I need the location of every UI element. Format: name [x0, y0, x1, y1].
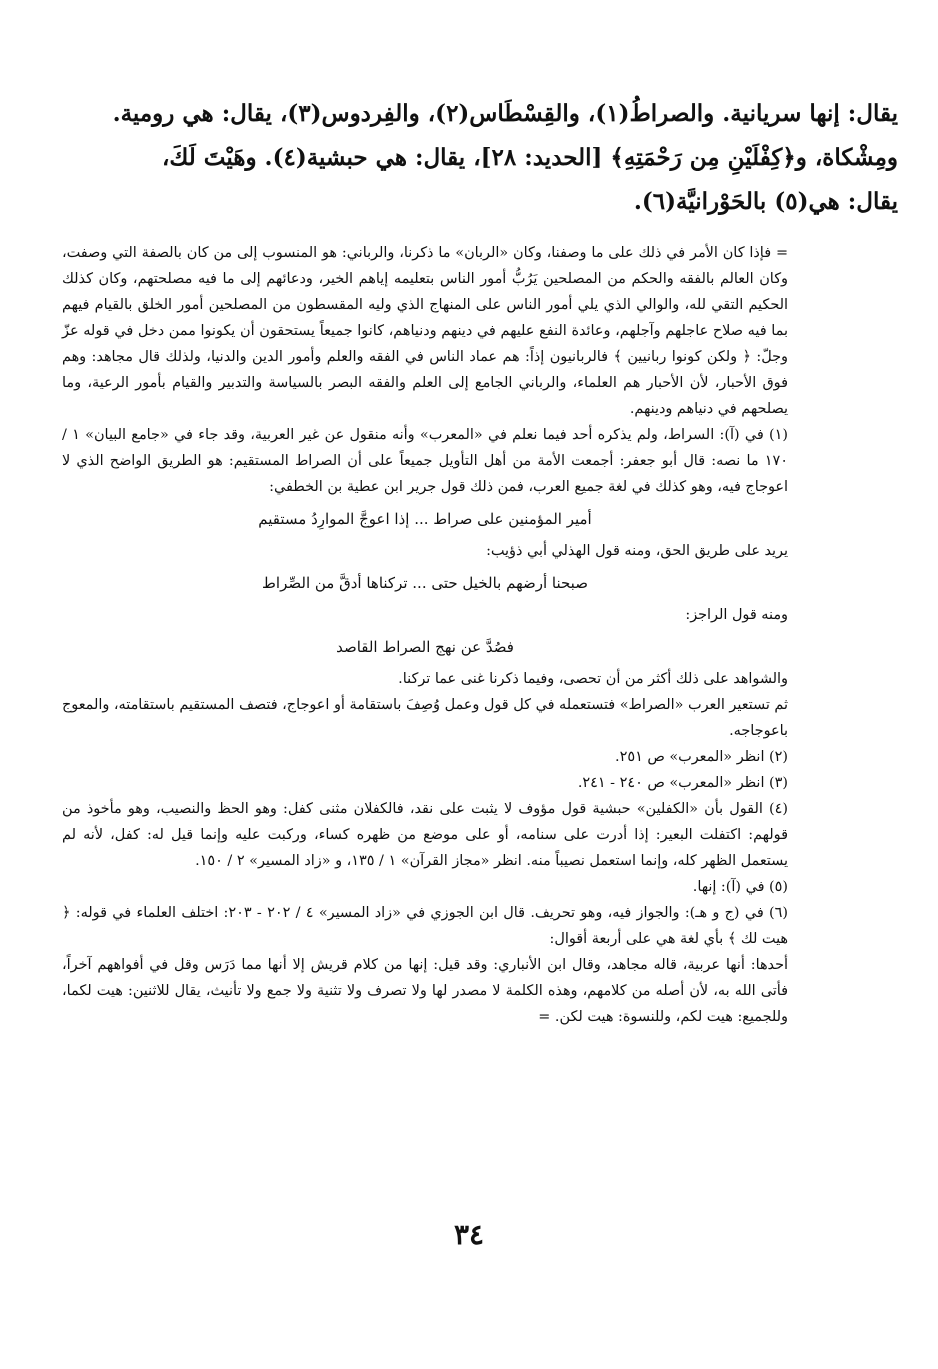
poem-verse: أمير المؤمنين على صراط ... إذا اعوجَّ الموارِدُ مستقيم [258, 510, 592, 528]
footnote-text: ثم تستعير العرب «الصراط» فتستعمله في كل قول وعمل وُصِفَ باستقامة أو اعوجاج، فتصف المستقيم باستقامته، والمعوج باعوجاجه. [62, 697, 788, 739]
footnote-5: (٥) في (آ): إنها. [692, 879, 788, 895]
main-text-block [60, 92, 898, 224]
main-text-line: ومِشْكاة، و﴿كِفْلَيْنِ مِن رَحْمَتِهِ﴾ [الحديد: ٢٨]، يقال: هي حبشية(٤). وهَيْتَ لَكَ، [161, 144, 898, 171]
footnote-text: ومنه قول الراجز: [685, 607, 788, 623]
footnotes-block [62, 240, 788, 1030]
footnote-text: والشواهد على ذلك أكثر من أن تحصى، وفيما ذكرنا غنى عما تركنا. [398, 671, 788, 687]
main-text-line: يقال: إنها سريانية. والصراطُ(١)، والقِسْطَاس(٢)، والفِردوس(٣)، يقال: هي رومية. [112, 100, 898, 127]
poem-verse: فصُدَّ عن نهج الصراط القاصد [336, 638, 514, 656]
footnote-6: (٦) في (ج و هـ): والجواز فيه، وهو تحريف. قال ابن الجوزي في «زاد المسير» ٤ / ٢٠٢ - ٢٠٣: اختلف العلماء في قوله: ﴿ هيت لك ﴾ بأي لغة هي على أربعة أقوال: [62, 905, 789, 947]
main-text-line: يقال: هي(٥) بالحَوْرانيَّة(٦). [633, 188, 898, 215]
footnote-3: (٣) انظر «المعرب» ص ٢٤٠ - ٢٤١. [577, 775, 788, 791]
poem-verse: صبحنا أرضهم بالخيل حتى ... تركناها أدقَّ من الصِّراط [262, 574, 588, 592]
footnote-text: يريد على طريق الحق، ومنه قول الهذلي أبي ذؤيب: [486, 543, 788, 559]
footnote-1: (١) في (آ): السراط، ولم يذكره أحد فيما نعلم في «المعرب» وأنه منقول عن غير العربية، وقد جاء في «جامع البيان» ١ / ١٧٠ ما نصه: قال أبو جعفر: أجمعت الأمة من أهل التأويل جميعاً على أن الصراط المستقيم: هو الطريق الواضح الذي لا اعوجاج فيه، وهو كذلك في لغة جميع العرب، فمن ذلك قول جرير ابن عطية بن الخطفي: [62, 427, 788, 495]
footnote-4: (٤) القول بأن «الكفلين» حبشية قول مؤوف لا يثبت على نقد، فالكفلان مثنى كفل: وهو الحظ والنصيب، وهو مأخوذ من قولهم: اكتفلت البعير: إذا أدرت على سنامه، أو على موضع من ظهره كساء، وركبت عليه وإنما قيل له: كفل، لأنه لم يستعمل الظهر كله، وإنما استعمل نصيباً منه. انظر «مجاز القرآن» ١ / ١٣٥، و «زاد المسير» ٢ / ١٥٠. [62, 801, 788, 869]
footnote-2: (٢) انظر «المعرب» ص ٢٥١. [615, 749, 788, 765]
footnote-text: أحدها: أنها عربية، قاله مجاهد، وقال ابن الأنباري: وقد قيل: إنها من كلام قريش إلا أنها مما دَرَس وقل في أفواههم آخراً، فأتى الله به، لأن أصله من كلامهم، وهذه الكلمة لا مصدر لها ولا تصرف ولا تثنية ولا جمع ولا تأنيث، يقال للاثنين: هيت لكما، وللجميع: هيت لكم، وللنسوة: هيت لكن. = [62, 957, 788, 1025]
page-number: ٣٤ [453, 1218, 485, 1251]
footnote-continuation: = فإذا كان الأمر في ذلك على ما وصفنا، وكان «الربان» ما ذكرنا، والرباني: هو المنسوب إلى من كان بالصفة التي وصفت، وكان العالم بالفقه والحكم من المصلحين يَرُبُّ أمور الناس بتعليمه إياهم الخير، ودعائهم إلى ما فيه مصلحتهم، وكان كذلك الحكيم التقي لله، والوالي الذي يلي أمور الناس على المنهاج الذي وليه المقسطون من المصلحين أمور الخلق بالقيام فيهم بما فيه صلاح عاجلهم وآجلهم، وعائدة النفع عليهم في دينهم ودنياهم، كانوا جميعاً يستحقون أن يكونوا ممن دخل في قوله عزّ وجلّ: ﴿ ولكن كونوا ربانيين ﴾ فالربانيون إذاً: هم عماد الناس في الفقه والعلم وأمور الدين والدنيا، ولذلك قال مجاهد: وهم فوق الأحبار، لأن الأحبار هم العلماء، والرباني الجامع إلى العلم والفقه البصر بالسياسة والتدبير والقيام بأمور الرعية، وما يصلحهم في دنياهم ودينهم. [62, 245, 788, 417]
